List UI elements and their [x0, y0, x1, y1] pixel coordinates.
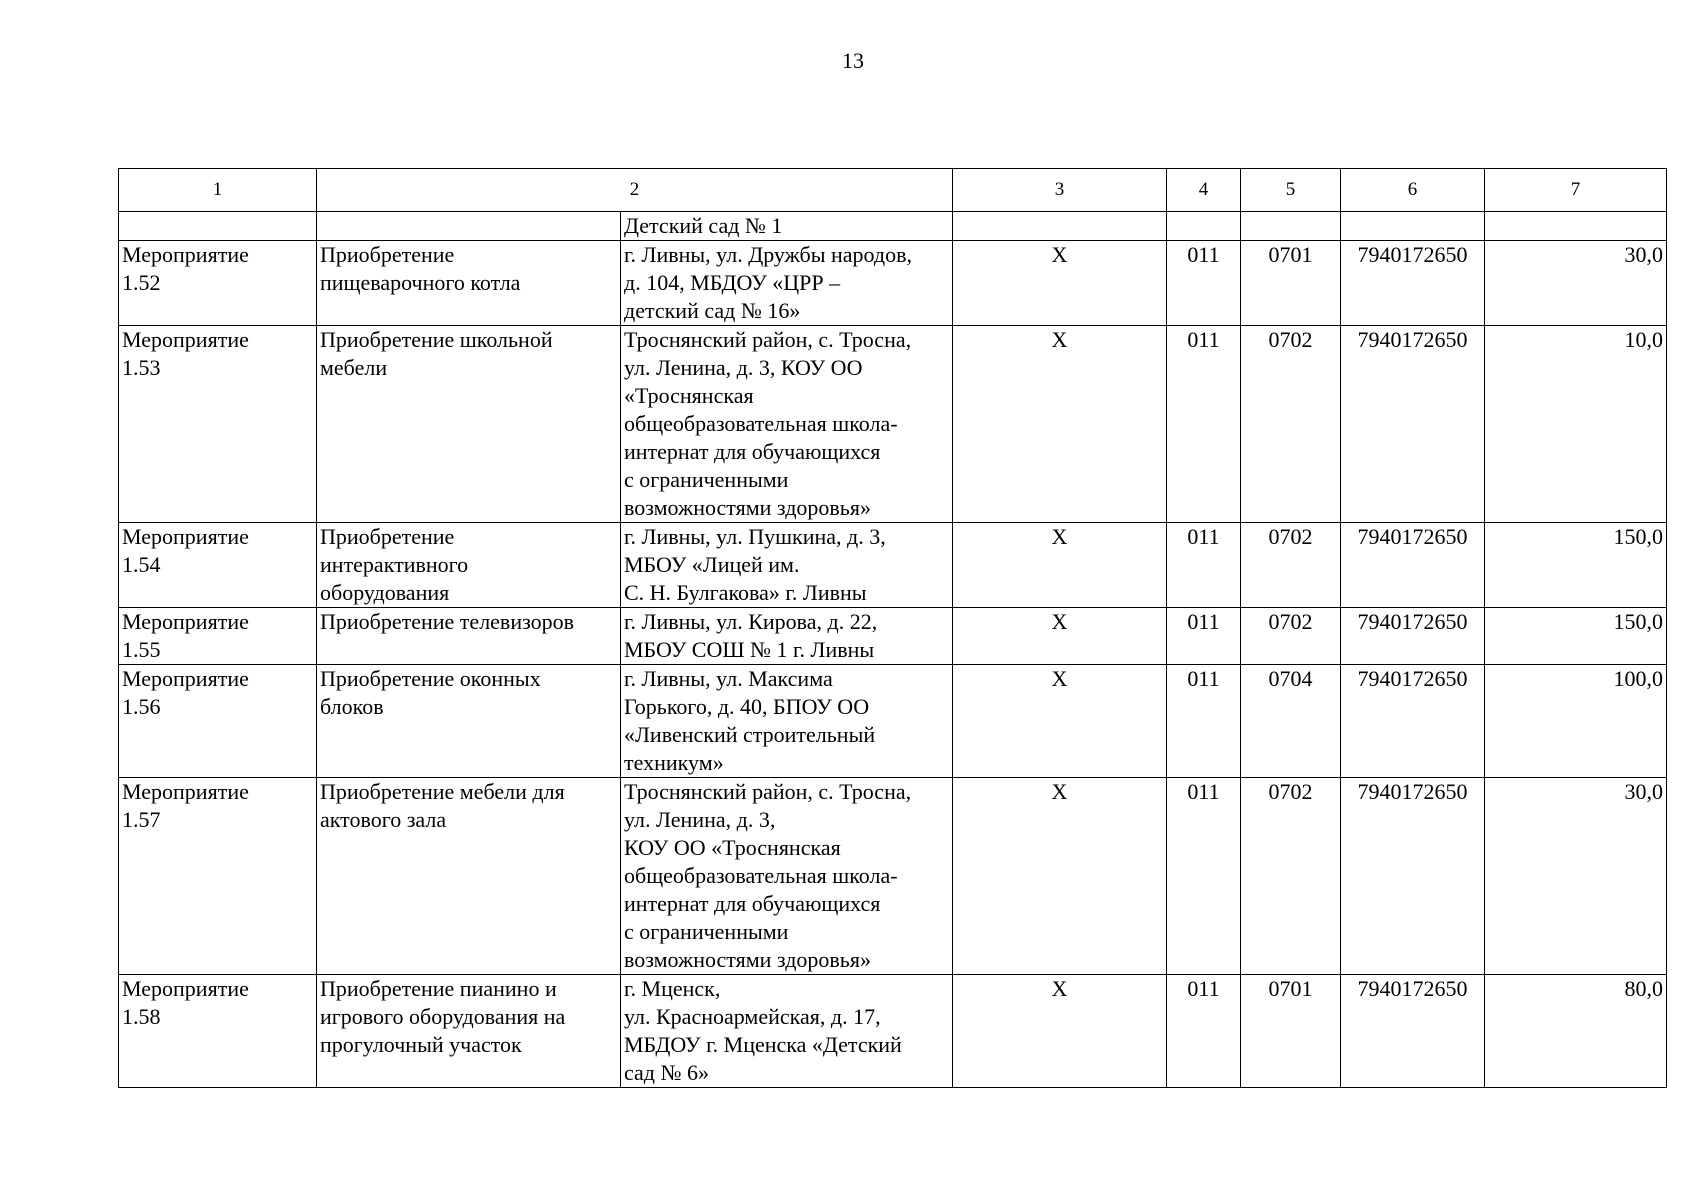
table-row [119, 665, 1667, 778]
col5-cell: 0702 [1241, 326, 1341, 523]
measure-id-cell: Мероприятие 1.55 [119, 608, 317, 665]
col3-cell: Х [953, 608, 1167, 665]
col5-cell: 0701 [1241, 975, 1341, 1088]
measure-address-cell: Троснянский район, с. Тросна, ул. Ленина, д. 3, КОУ ОО «Троснянская общеобразовательная школа- интернат для обучающихся с ограниченными возможностями здоровья» [621, 778, 953, 975]
col3-cell: Х [953, 778, 1167, 975]
col6-cell: 7940172650 [1341, 326, 1485, 523]
measure-id-cell: Мероприятие 1.54 [119, 523, 317, 608]
col5-cell: 0702 [1241, 523, 1341, 608]
continuation-col4-cell [1167, 212, 1241, 241]
measure-id-cell: Мероприятие 1.57 [119, 778, 317, 975]
col3-cell: Х [953, 665, 1167, 778]
continuation-name-cell [317, 212, 621, 241]
col6-cell: 7940172650 [1341, 975, 1485, 1088]
col7-cell: 10,0 [1485, 326, 1667, 523]
col7-cell: 30,0 [1485, 778, 1667, 975]
measures-table [118, 168, 1667, 1088]
measure-address-cell: Троснянский район, с. Тросна, ул. Ленина, д. 3, КОУ ОО «Троснянская общеобразовательная школа- интернат для обучающихся с ограниченными возможностями здоровья» [621, 326, 953, 523]
header-cell-7: 7 [1485, 169, 1667, 212]
col5-cell: 0701 [1241, 241, 1341, 326]
col3-cell: Х [953, 241, 1167, 326]
col4-cell: 011 [1167, 523, 1241, 608]
table-row [119, 523, 1667, 608]
col7-cell: 150,0 [1485, 523, 1667, 608]
col4-cell: 011 [1167, 778, 1241, 975]
col4-cell: 011 [1167, 241, 1241, 326]
col7-cell: 30,0 [1485, 241, 1667, 326]
measure-name-cell: Приобретение оконных блоков [317, 665, 621, 778]
table-row [119, 608, 1667, 665]
col6-cell: 7940172650 [1341, 778, 1485, 975]
measure-address-cell: г. Ливны, ул. Максима Горького, д. 40, БПОУ ОО «Ливенский строительный техникум» [621, 665, 953, 778]
col4-cell: 011 [1167, 608, 1241, 665]
continuation-address-cell: Детский сад № 1 [621, 212, 953, 241]
measure-address-cell: г. Ливны, ул. Дружбы народов, д. 104, МБДОУ «ЦРР – детский сад № 16» [621, 241, 953, 326]
continuation-col7-cell [1485, 212, 1667, 241]
measure-name-cell: Приобретение интерактивного оборудования [317, 523, 621, 608]
header-cell-4: 4 [1167, 169, 1241, 212]
measure-name-cell: Приобретение пианино и игрового оборудования на прогулочный участок [317, 975, 621, 1088]
col7-cell: 100,0 [1485, 665, 1667, 778]
col3-cell: Х [953, 326, 1167, 523]
table-row [119, 326, 1667, 523]
col5-cell: 0702 [1241, 778, 1341, 975]
col7-cell: 80,0 [1485, 975, 1667, 1088]
header-cell-3: 3 [953, 169, 1167, 212]
col6-cell: 7940172650 [1341, 665, 1485, 778]
col6-cell: 7940172650 [1341, 241, 1485, 326]
col5-cell: 0702 [1241, 608, 1341, 665]
col4-cell: 011 [1167, 665, 1241, 778]
header-row [119, 169, 1667, 212]
table-row [119, 241, 1667, 326]
header-cell-5: 5 [1241, 169, 1341, 212]
header-cell-1: 1 [119, 169, 317, 212]
table-row [119, 778, 1667, 975]
col4-cell: 011 [1167, 975, 1241, 1088]
measure-address-cell: г. Ливны, ул. Пушкина, д. 3, МБОУ «Лицей им. С. Н. Булгакова» г. Ливны [621, 523, 953, 608]
measure-name-cell: Приобретение телевизоров [317, 608, 621, 665]
continuation-col5-cell [1241, 212, 1341, 241]
header-cell-6: 6 [1341, 169, 1485, 212]
col5-cell: 0704 [1241, 665, 1341, 778]
table-row [119, 975, 1667, 1088]
col4-cell: 011 [1167, 326, 1241, 523]
continuation-col3-cell [953, 212, 1167, 241]
header-cell-2: 2 [317, 169, 953, 212]
continuation-col6-cell [1341, 212, 1485, 241]
col3-cell: Х [953, 523, 1167, 608]
col7-cell: 150,0 [1485, 608, 1667, 665]
continuation-id-cell [119, 212, 317, 241]
continuation-row [119, 212, 1667, 241]
measure-address-cell: г. Ливны, ул. Кирова, д. 22, МБОУ СОШ № 1 г. Ливны [621, 608, 953, 665]
measure-id-cell: Мероприятие 1.52 [119, 241, 317, 326]
col3-cell: Х [953, 975, 1167, 1088]
measure-id-cell: Мероприятие 1.58 [119, 975, 317, 1088]
measure-name-cell: Приобретение пищеварочного котла [317, 241, 621, 326]
col6-cell: 7940172650 [1341, 608, 1485, 665]
measure-name-cell: Приобретение школьной мебели [317, 326, 621, 523]
measure-id-cell: Мероприятие 1.53 [119, 326, 317, 523]
page-number: 13 [842, 48, 864, 73]
col6-cell: 7940172650 [1341, 523, 1485, 608]
measure-address-cell: г. Мценск, ул. Красноармейская, д. 17, МБДОУ г. Мценска «Детский сад № 6» [621, 975, 953, 1088]
measure-id-cell: Мероприятие 1.56 [119, 665, 317, 778]
measure-name-cell: Приобретение мебели для актового зала [317, 778, 621, 975]
